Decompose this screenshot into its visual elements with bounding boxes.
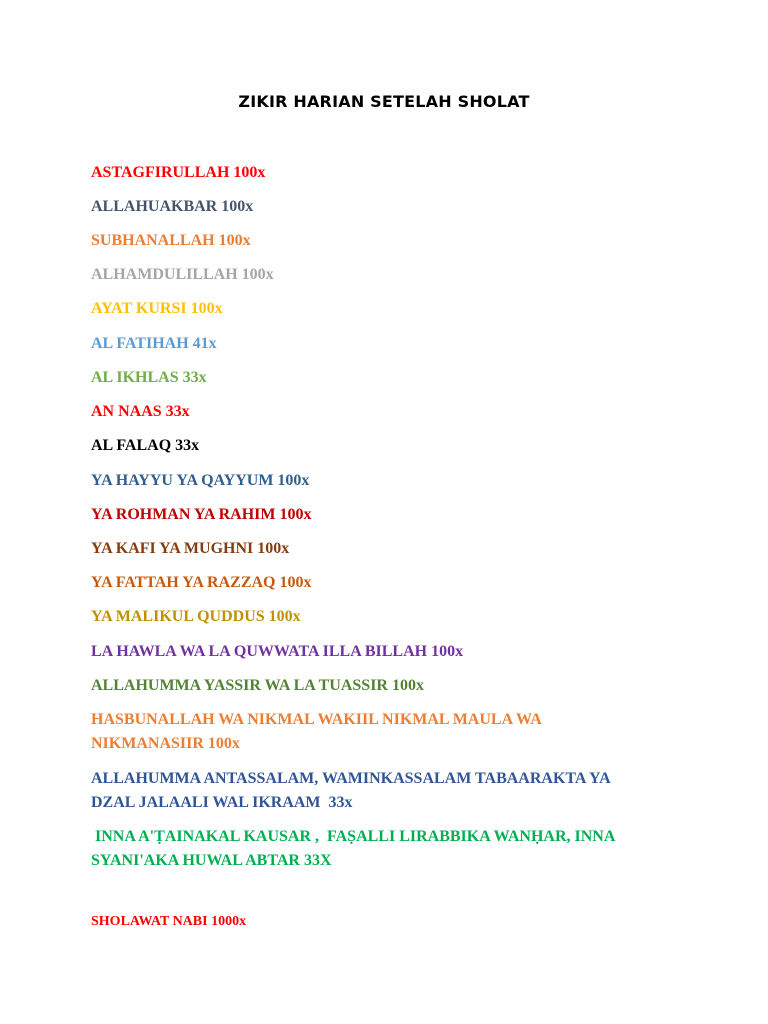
zikir-item-ya-malikul: YA MALIKUL QUDDUS 100x: [91, 608, 301, 625]
zikir-item-sholawat-nabi: SHOLAWAT NABI 1000x: [91, 914, 247, 929]
zikir-item-ya-hayyu: YA HAYYU YA QAYYUM 100x: [91, 472, 310, 489]
zikir-item-al-falaq: AL FALAQ 33x: [91, 437, 200, 454]
zikir-item-inna-atainakal: INNA A'ṬAINAKAL KAUSAR , FAṢALLI LIRABBIKA WANḤAR, INNA SYANI'AKA HUWAL ABTAR 33X: [91, 828, 616, 869]
zikir-item-hasbunallah: HASBUNALLAH WA NIKMAL WAKIIL NIKMAL MAULA WA NIKMANASIIR 100x: [91, 711, 542, 752]
zikir-item-alhamdulillah: ALHAMDULILLAH 100x: [91, 266, 274, 283]
zikir-item-la-hawla: LA HAWLA WA LA QUWWATA ILLA BILLAH 100x: [91, 643, 464, 660]
zikir-item-astagfirullah: ASTAGFIRULLAH 100x: [91, 164, 266, 181]
zikir-item-ya-fattah: YA FATTAH YA RAZZAQ 100x: [91, 574, 312, 591]
zikir-item-ya-rohman: YA ROHMAN YA RAHIM 100x: [91, 506, 312, 523]
zikir-item-ya-kafi: YA KAFI YA MUGHNI 100x: [91, 540, 290, 557]
page-title: ZIKIR HARIAN SETELAH SHOLAT: [238, 92, 530, 111]
zikir-item-al-fatihah: AL FATIHAH 41x: [91, 335, 217, 352]
zikir-item-al-ikhlas: AL IKHLAS 33x: [91, 369, 207, 386]
zikir-item-allahumma-yassir: ALLAHUMMA YASSIR WA LA TUASSIR 100x: [91, 677, 424, 694]
zikir-item-ayat-kursi: AYAT KURSI 100x: [91, 300, 223, 317]
zikir-item-an-naas: AN NAAS 33x: [91, 403, 190, 420]
zikir-item-allahuakbar: ALLAHUAKBAR 100x: [91, 198, 254, 215]
zikir-item-allahumma-antassalam: ALLAHUMMA ANTASSALAM, WAMINKASSALAM TABAARAKTA YA DZAL JALAALI WAL IKRAAM 33x: [91, 770, 611, 811]
zikir-item-subhanallah: SUBHANALLAH 100x: [91, 232, 251, 249]
